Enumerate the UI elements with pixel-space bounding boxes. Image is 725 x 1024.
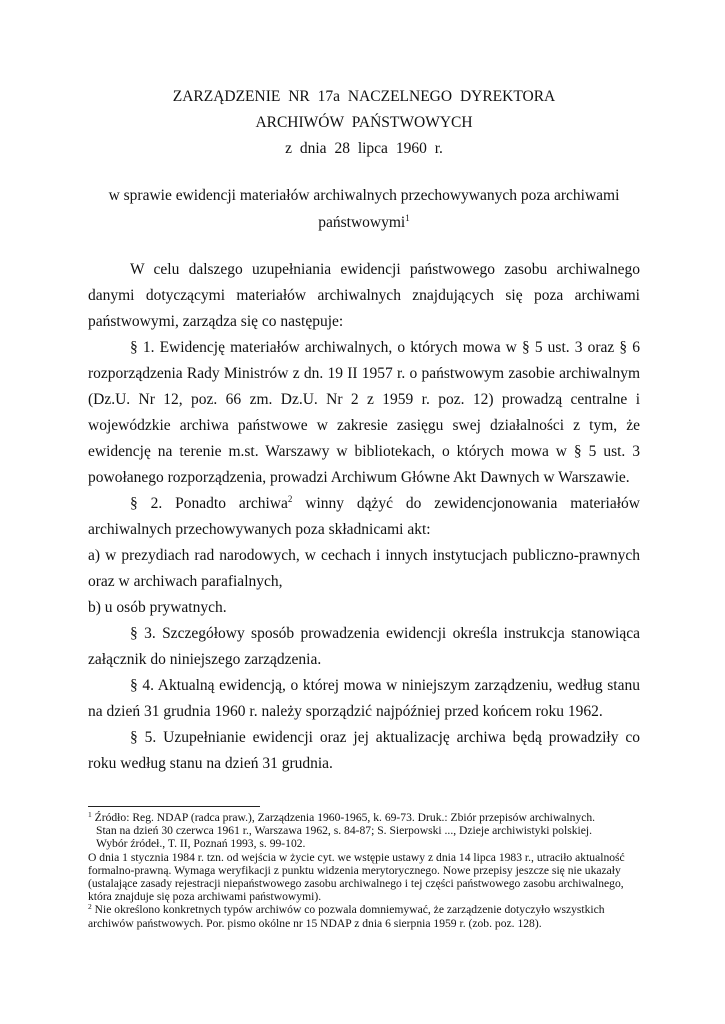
- footnotes: [88, 811, 640, 930]
- footnote-1-note: O dnia 1 stycznia 1984 r. tzn. od wejścia w życie cyt. we wstępie ustawy z dnia 14 lipca 1983 r., utraciło aktualność formalno-prawną. Wymaga weryfikacji z punktu widzenia merytorycznego. Nowe przepisy jeszcze się nie ukazały (ustalające zasady rejestracji niepaństwowego zasobu archiwalnego i tej części państwowego zasobu archiwalnego, która znajduje się poza archiwami państwowymi).: [88, 850, 625, 904]
- footnote-1-line-1: Źródło: Reg. NDAP (radca praw.), Zarządzenia 1960-1965, k. 69-73. Druk.: Zbiór przepisów archiwalnych.: [91, 811, 596, 824]
- paragraph-2-item-b: b) u osób prywatnych.: [88, 599, 227, 616]
- document-subject: [88, 182, 640, 236]
- footnote-1: [88, 811, 640, 824]
- document-title: [88, 84, 640, 162]
- subject-line-2-text: państwowymi: [318, 214, 406, 231]
- paragraph-3: § 3. Szczegółowy sposób prowadzenia ewidencji określa instrukcja stanowiąca załącznik do niniejszego zarządzenia.: [88, 625, 640, 668]
- footnote-2-marker: 2: [88, 902, 92, 912]
- footnote-1-line-2: Stan na dzień 30 czerwca 1961 r., Warszawa 1962, s. 84-87; S. Sierpowski ..., Dzieje archiwistyki polskiej.: [96, 824, 592, 838]
- footnote-1-marker: 1: [88, 810, 92, 819]
- document-body: [88, 257, 640, 777]
- title-line-2: ARCHIWÓW PAŃSTWOWYCH: [255, 114, 473, 131]
- paragraph-1: § 1. Ewidencję materiałów archiwalnych, o których mowa w § 5 ust. 3 oraz § 6 rozporządzenia Rady Ministrów z dn. 19 II 1957 r. o państwowym zasobie archiwalnym (Dz.U. Nr 12, poz. 66 zm. Dz.U. Nr 2 z 1959 r. poz. 12) prowadzą centralne i wojewódzkie archiwa państwowe w zakresie zasięgu swej działalności z tym, że ewidencję na terenie m.st. Warszawy w bibliotekach, o których mowa w § 5 ust. 3 powołanego rozporządzenia, prowadzi Archiwum Główne Akt Dawnych w Warszawie.: [88, 339, 640, 486]
- paragraph-2-item-a: a) w prezydiach rad narodowych, w cechach i innych instytucjach publiczno-prawnych oraz w archiwach parafialnych,: [88, 547, 640, 590]
- subject-line-1: w sprawie ewidencji materiałów archiwalnych przechowywanych poza archiwami: [108, 187, 620, 204]
- paragraph-4: § 4. Aktualną ewidencją, o której mowa w niniejszym zarządzeniu, według stanu na dzień 31 grudnia 1960 r. należy sporządzić najpóźniej przed końcem roku 1962.: [88, 677, 640, 720]
- footnote-2-text: Nie określono konkretnych typów archiwów co pozwala domniemywać, że zarządzenie dotyczyło wszystkich archiwów państwowych. Por. pismo okólne nr 15 NDAP z dnia 6 sierpnia 1959 r. (zob. poz. 128).: [88, 903, 605, 930]
- footnote-2: [88, 903, 640, 929]
- footnote-ref-1[interactable]: 1: [405, 213, 410, 223]
- subject-line-2: [88, 209, 640, 236]
- paragraph-2: [88, 491, 640, 543]
- footnote-separator: [88, 806, 260, 807]
- document-date: z dnia 28 lipca 1960 r.: [285, 140, 443, 157]
- title-line-1: ZARZĄDZENIE NR 17a NACZELNEGO DYREKTORA: [172, 88, 556, 105]
- intro-paragraph: W celu dalszego uzupełniania ewidencji państwowego zasobu archiwalnego danymi dotyczącymi materiałów archiwalnych znajdujących się poza archiwami państwowymi, zarządza się co następuje:: [88, 261, 640, 330]
- footnote-ref-2[interactable]: 2: [287, 494, 293, 504]
- footnote-1-line-3: Wybór źródeł., T. II, Poznań 1993, s. 99-102.: [96, 837, 306, 851]
- document-page: [88, 0, 640, 1024]
- paragraph-2-part-a: § 2. Ponadto archiwa: [130, 495, 288, 512]
- paragraph-5: § 5. Uzupełnianie ewidencji oraz jej aktualizację archiwa będą prowadziły co roku według stanu na dzień 31 grudnia.: [88, 729, 640, 772]
- paragraph-2-part-b: winny dążyć do zewidencjonowania materiałów archiwalnych przechowywanych poza składnicami akt:: [88, 495, 640, 538]
